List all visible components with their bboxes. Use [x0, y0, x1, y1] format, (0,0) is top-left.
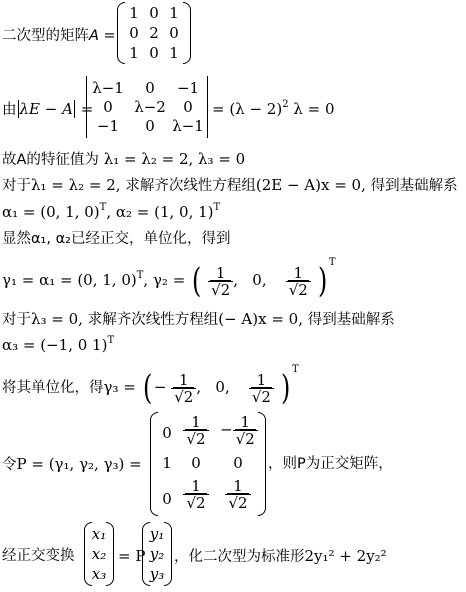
transform-label: 经正交变换 [2, 548, 75, 564]
det-lhs: 由 λE − A = [2, 100, 94, 118]
vector-x: x₁ x₂ x₃ [84, 522, 114, 586]
alpha3-line: α₃ = (−1, 0 1)$^T$ [2, 335, 115, 354]
alpha12-line: α₁ = (0, 1, 0)$^T$, α₂ = (1, 0, 1)$^T$ [2, 202, 221, 221]
equals-P: = P [118, 547, 146, 565]
orthogonal-note: 显然α₁, α₂已经正交，单位化，得到 [2, 231, 231, 247]
gamma3-line: 将其单位化，得γ₃ = ( − $\frac{1}{√2}$ , 0, $\frac{1}{√2}$ ) $^T$ [2, 364, 299, 408]
solve-line-1: 对于λ₁ = λ₂ = 2, 求解齐次线性方程组(2E − A)x = 0, 得到基础解系 [2, 176, 458, 194]
eigenvalues-line: 故A的特征值为 λ₁ = λ₂ = 2, λ₃ = 0 [2, 150, 246, 168]
P-definition: 令P = (γ₁, γ₂, γ₃) = [2, 455, 142, 473]
vector-y: y₁ y₂ y₃ [142, 522, 172, 586]
matrix-P: 0 $\frac{1}{√2}$ − $\frac{1}{√2}$ 1 0 0 0 $\frac{1}{√2}$ $\frac{1}{√2}$ [150, 412, 266, 516]
P-orthogonal-note: ，则P为正交矩阵， [268, 456, 393, 472]
standard-form: ，化二次型为标准形2y₁² + 2y₂² [174, 547, 387, 565]
gamma12-line: γ₁ = α₁ = (0, 1, 0)$^T$, γ₂ = ( $\frac{1}{√2}$ , 0, $\frac{1}{√2}$ ) $^T$ [2, 257, 336, 301]
solve-line-2: 对于λ₃ = 0, 求解齐次线性方程组(− A)x = 0, 得到基础解系 [2, 310, 395, 328]
det-matrix: λ−1 0 −1 0 λ−2 0 −1 0 λ−1 [86, 76, 208, 138]
char-poly: = $(\lambda - 2)^2$ λ = 0 [212, 99, 335, 118]
intro-text: 二次型的矩阵A = [2, 28, 116, 44]
matrix-A: 1 0 1 0 2 0 1 0 1 [117, 2, 191, 64]
